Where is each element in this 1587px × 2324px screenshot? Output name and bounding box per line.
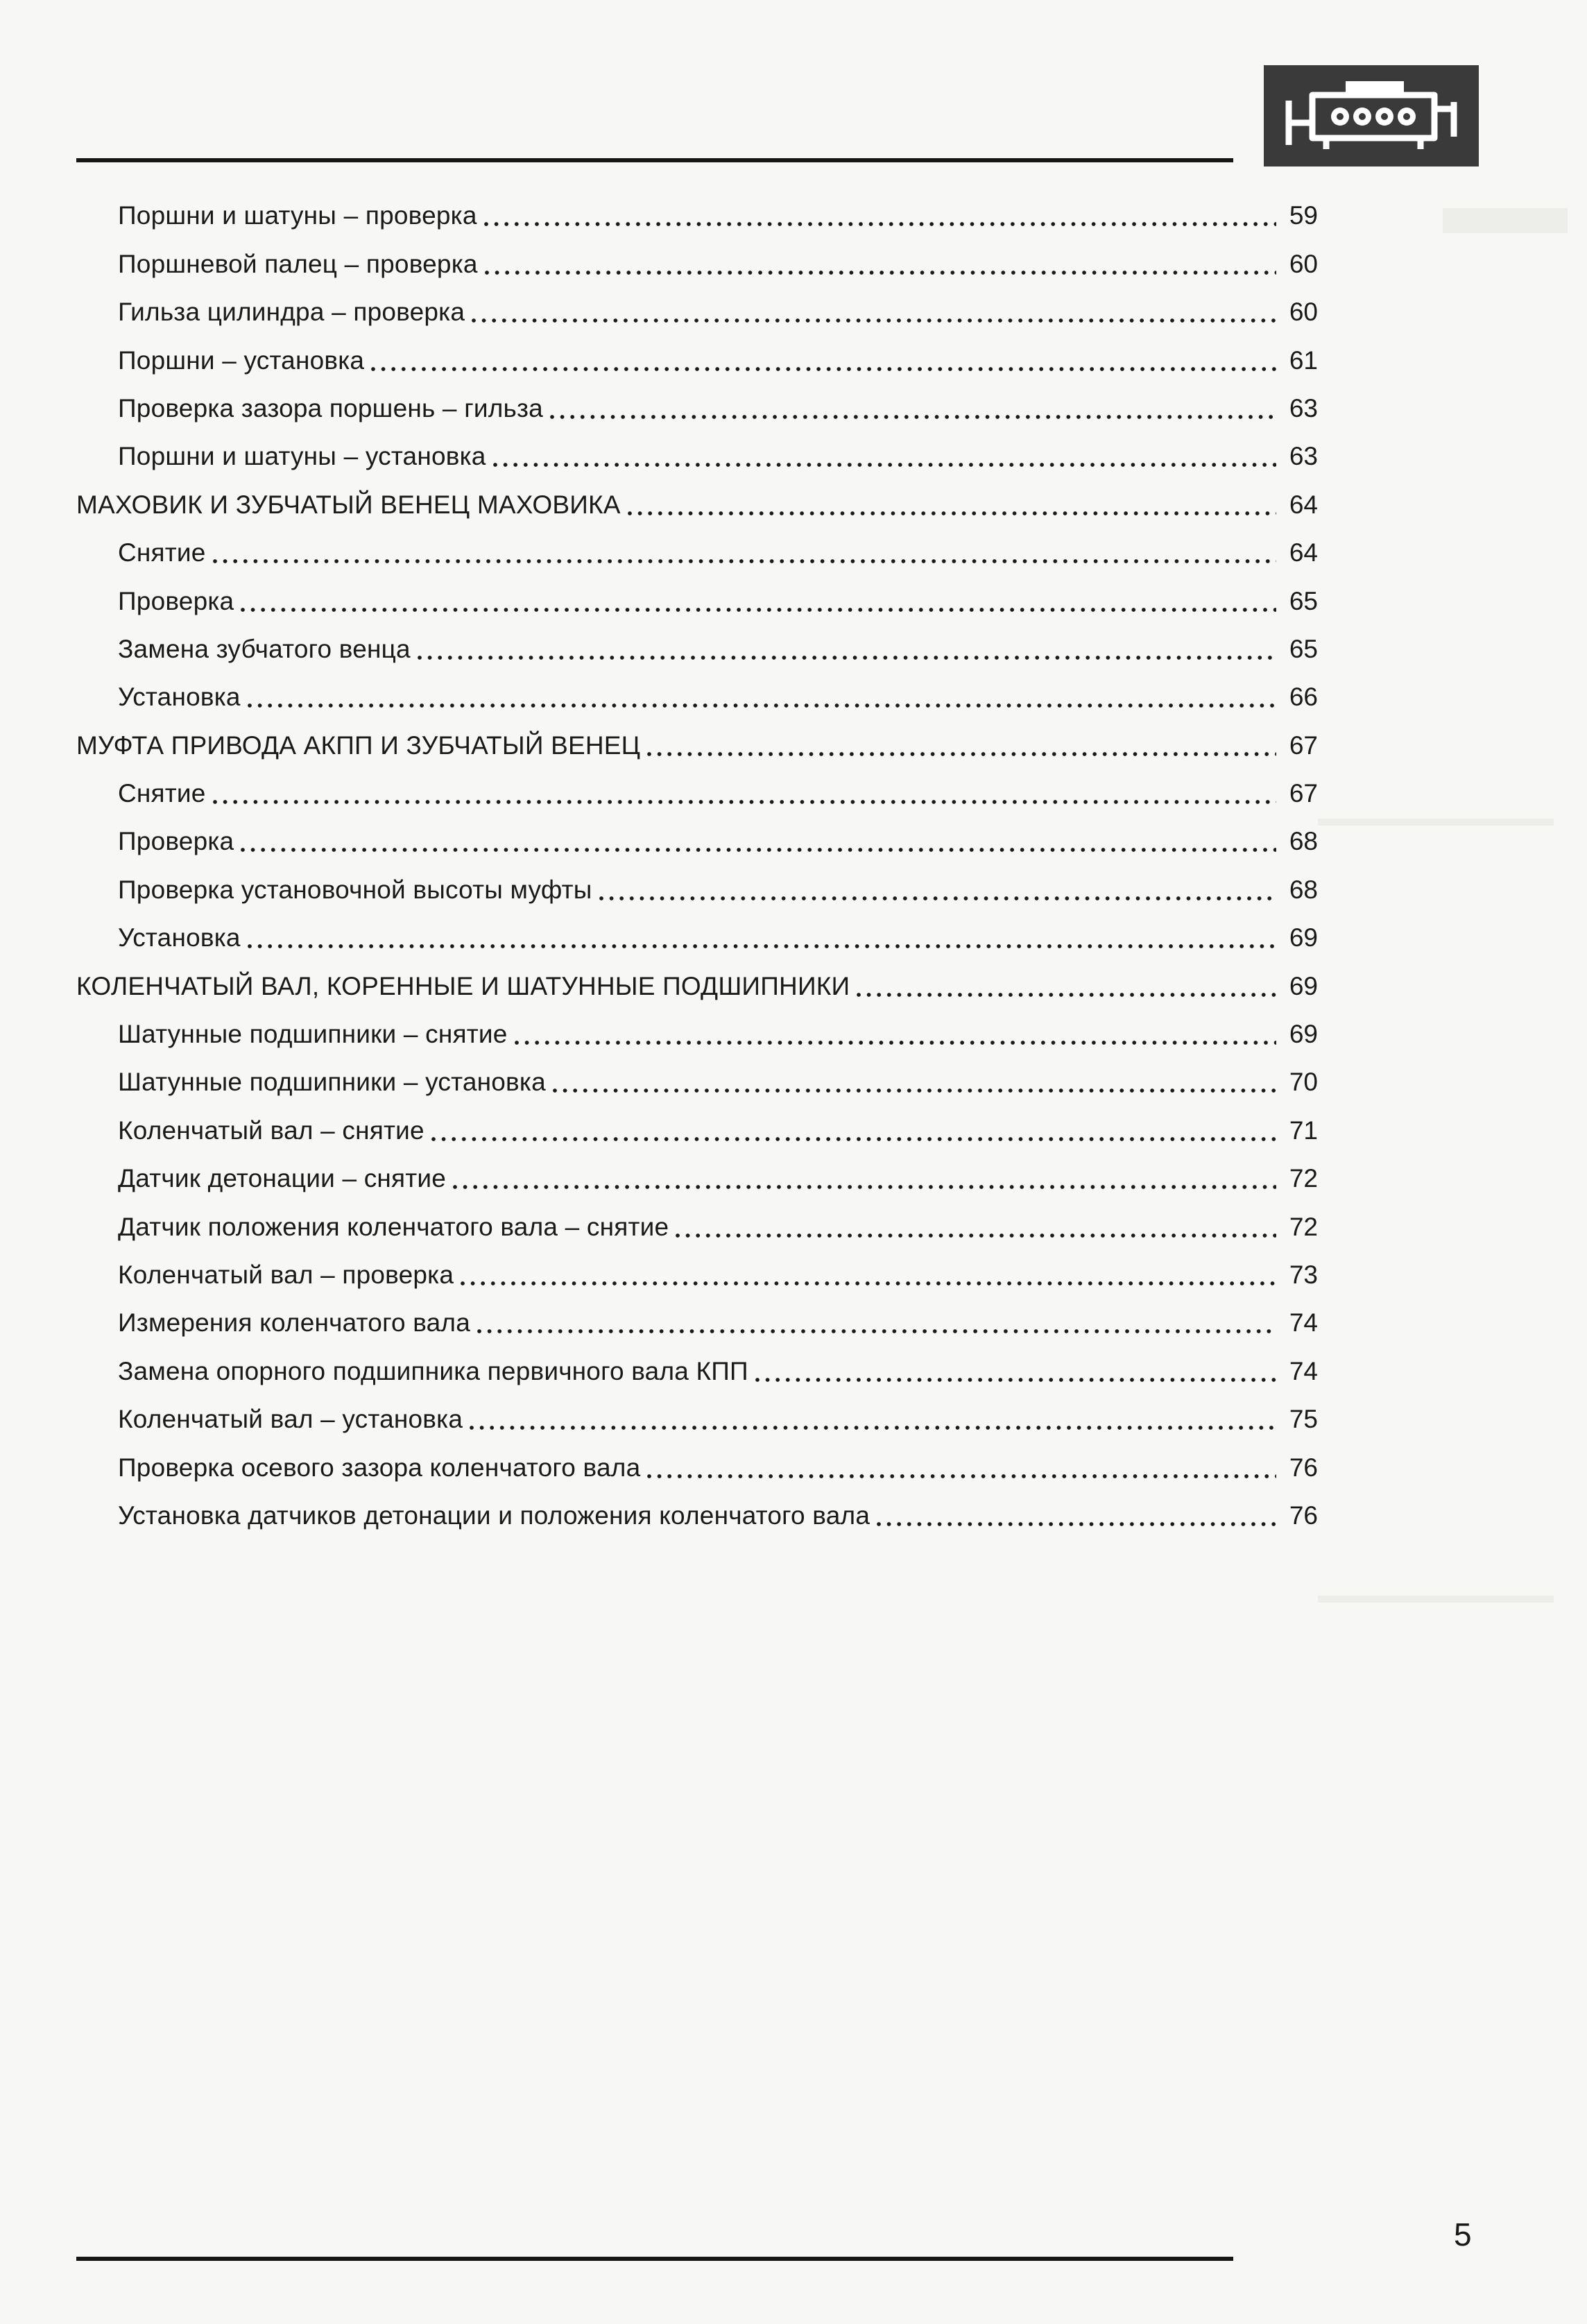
toc-entry-page: 61 xyxy=(1289,345,1318,375)
toc-entry-title: Шатунные подшипники – установка xyxy=(118,1068,546,1097)
toc-dot-leader xyxy=(248,925,1276,950)
toc-entry-title: Проверка xyxy=(118,586,234,615)
toc-entry xyxy=(76,621,1318,669)
toc-dot-leader xyxy=(213,780,1276,806)
toc-entry xyxy=(76,765,1318,813)
toc-entry-page: 63 xyxy=(1289,442,1318,471)
toc-entry-page: 64 xyxy=(1289,490,1318,519)
toc-dot-leader xyxy=(553,1069,1276,1095)
toc-entry-title: Поршни – установка xyxy=(118,345,365,375)
toc-entry xyxy=(76,572,1318,620)
show-through-texture xyxy=(1318,819,1554,826)
toc-entry xyxy=(76,909,1318,957)
toc-entry xyxy=(76,1487,1318,1535)
toc-entry-title: Измерения коленчатого вала xyxy=(118,1308,470,1338)
toc-dot-leader xyxy=(515,1021,1277,1047)
toc-entry-title: Датчик положения коленчатого вала – снятие xyxy=(118,1212,669,1241)
toc-entry-page: 59 xyxy=(1289,201,1318,230)
toc-entry-page: 65 xyxy=(1289,586,1318,615)
show-through-texture xyxy=(1443,208,1568,233)
toc-entry xyxy=(76,187,1318,235)
toc-entry-page: 68 xyxy=(1289,827,1318,856)
toc-entry-page: 75 xyxy=(1289,1405,1318,1434)
toc-entry-title: Снятие xyxy=(118,779,206,808)
toc-entry-page: 73 xyxy=(1289,1260,1318,1289)
toc-entry-page: 63 xyxy=(1289,393,1318,422)
toc-entry-title: Поршни и шатуны – установка xyxy=(118,442,486,471)
toc-entry-title: Проверка установочной высоты муфты xyxy=(118,875,592,904)
toc-entry-page: 69 xyxy=(1289,1020,1318,1049)
toc-entry xyxy=(76,1295,1318,1342)
toc-dot-leader xyxy=(213,540,1276,565)
toc-entry xyxy=(76,524,1318,572)
toc-entry-title: Проверка xyxy=(118,827,234,856)
toc-dot-leader xyxy=(485,251,1276,277)
toc-dot-leader xyxy=(676,1214,1276,1240)
toc-entry-title: Снятие xyxy=(118,538,206,567)
toc-entry xyxy=(76,1391,1318,1439)
toc-entry xyxy=(76,1102,1318,1150)
toc-entry-page: 68 xyxy=(1289,875,1318,904)
toc-dot-leader xyxy=(857,973,1276,999)
toc-entry-title: МУФТА ПРИВОДА АКПП И ЗУБЧАТЫЙ ВЕНЕЦ xyxy=(76,730,641,760)
toc-entry-title: Поршневой палец – проверка xyxy=(118,249,478,278)
toc-dot-leader xyxy=(241,828,1276,854)
toc-entry xyxy=(76,1198,1318,1246)
toc-entry-title: Установка датчиков детонации и положения коленчатого вала xyxy=(118,1501,870,1530)
toc-entry-page: 66 xyxy=(1289,683,1318,712)
toc-dot-leader xyxy=(248,684,1276,710)
toc-entry-page: 67 xyxy=(1289,730,1318,760)
footer-rule xyxy=(76,2257,1233,2261)
toc-entry-page: 71 xyxy=(1289,1116,1318,1145)
toc-entry-page: 72 xyxy=(1289,1212,1318,1241)
toc-section-entry xyxy=(76,476,1318,524)
toc-dot-leader xyxy=(431,1118,1276,1143)
toc-entry-title: Установка xyxy=(118,683,241,712)
toc-dot-leader xyxy=(453,1165,1276,1191)
toc-entry-title: Коленчатый вал – проверка xyxy=(118,1260,454,1289)
toc-entry-title: Проверка зазора поршень – гильза xyxy=(118,393,543,422)
section-badge xyxy=(1264,65,1479,166)
toc-dot-leader xyxy=(472,299,1276,325)
toc-entry-page: 69 xyxy=(1289,971,1318,1000)
toc-entry-title: Шатунные подшипники – снятие xyxy=(118,1020,508,1049)
toc-entry-page: 65 xyxy=(1289,634,1318,663)
toc-entry xyxy=(76,669,1318,717)
toc-entry-title: Установка xyxy=(118,923,241,952)
toc-entry xyxy=(76,235,1318,283)
toc-dot-leader xyxy=(647,1455,1276,1480)
toc-dot-leader xyxy=(484,203,1276,228)
toc-dot-leader xyxy=(877,1503,1276,1528)
toc-dot-leader xyxy=(755,1358,1276,1384)
toc-entry xyxy=(76,380,1318,428)
toc-entry-page: 74 xyxy=(1289,1356,1318,1385)
toc-entry-title: Датчик детонации – снятие xyxy=(118,1164,447,1193)
toc-entry-page: 74 xyxy=(1289,1308,1318,1338)
toc-dot-leader xyxy=(371,348,1276,373)
table-of-contents xyxy=(76,187,1318,1535)
toc-entry xyxy=(76,1247,1318,1295)
toc-entry xyxy=(76,861,1318,909)
toc-entry-title: Коленчатый вал – установка xyxy=(118,1405,463,1434)
toc-entry-title: МАХОВИК И ЗУБЧАТЫЙ ВЕНЕЦ МАХОВИКА xyxy=(76,490,621,519)
toc-entry xyxy=(76,1439,1318,1487)
toc-dot-leader xyxy=(647,733,1276,758)
engine-icon xyxy=(1285,74,1458,157)
toc-dot-leader xyxy=(470,1406,1276,1432)
toc-dot-leader xyxy=(550,395,1276,421)
toc-entry-title: КОЛЕНЧАТЫЙ ВАЛ, КОРЕННЫЕ И ШАТУННЫЕ ПОДШИПНИКИ xyxy=(76,971,850,1000)
toc-entry-page: 69 xyxy=(1289,923,1318,952)
toc-entry-title: Гильза цилиндра – проверка xyxy=(118,298,465,327)
toc-entry xyxy=(76,428,1318,476)
toc-entry-page: 76 xyxy=(1289,1501,1318,1530)
toc-dot-leader xyxy=(241,588,1276,614)
toc-entry xyxy=(76,1150,1318,1198)
toc-dot-leader xyxy=(461,1262,1276,1288)
toc-entry-title: Коленчатый вал – снятие xyxy=(118,1116,424,1145)
toc-entry xyxy=(76,1342,1318,1390)
toc-entry-page: 72 xyxy=(1289,1164,1318,1193)
toc-entry xyxy=(76,284,1318,332)
toc-entry-title: Проверка осевого зазора коленчатого вала xyxy=(118,1453,641,1482)
toc-entry-page: 76 xyxy=(1289,1453,1318,1482)
toc-entry-page: 60 xyxy=(1289,298,1318,327)
toc-entry-title: Поршни и шатуны – проверка xyxy=(118,201,477,230)
toc-entry xyxy=(76,813,1318,861)
page-number: 5 xyxy=(1454,2216,1472,2253)
toc-dot-leader xyxy=(628,492,1276,518)
toc-entry-page: 60 xyxy=(1289,249,1318,278)
toc-entry-page: 67 xyxy=(1289,779,1318,808)
toc-entry xyxy=(76,1006,1318,1054)
toc-dot-leader xyxy=(599,877,1276,903)
toc-entry-title: Замена зубчатого венца xyxy=(118,634,411,663)
toc-entry-page: 64 xyxy=(1289,538,1318,567)
toc-section-entry xyxy=(76,717,1318,764)
toc-dot-leader xyxy=(493,443,1276,469)
toc-entry xyxy=(76,332,1318,379)
header-rule xyxy=(76,158,1233,162)
toc-dot-leader xyxy=(477,1310,1276,1335)
toc-entry xyxy=(76,1054,1318,1102)
show-through-texture xyxy=(1318,1596,1554,1603)
toc-entry-title: Замена опорного подшипника первичного вала КПП xyxy=(118,1356,748,1385)
toc-dot-leader xyxy=(418,636,1276,662)
toc-section-entry xyxy=(76,957,1318,1005)
toc-entry-page: 70 xyxy=(1289,1068,1318,1097)
